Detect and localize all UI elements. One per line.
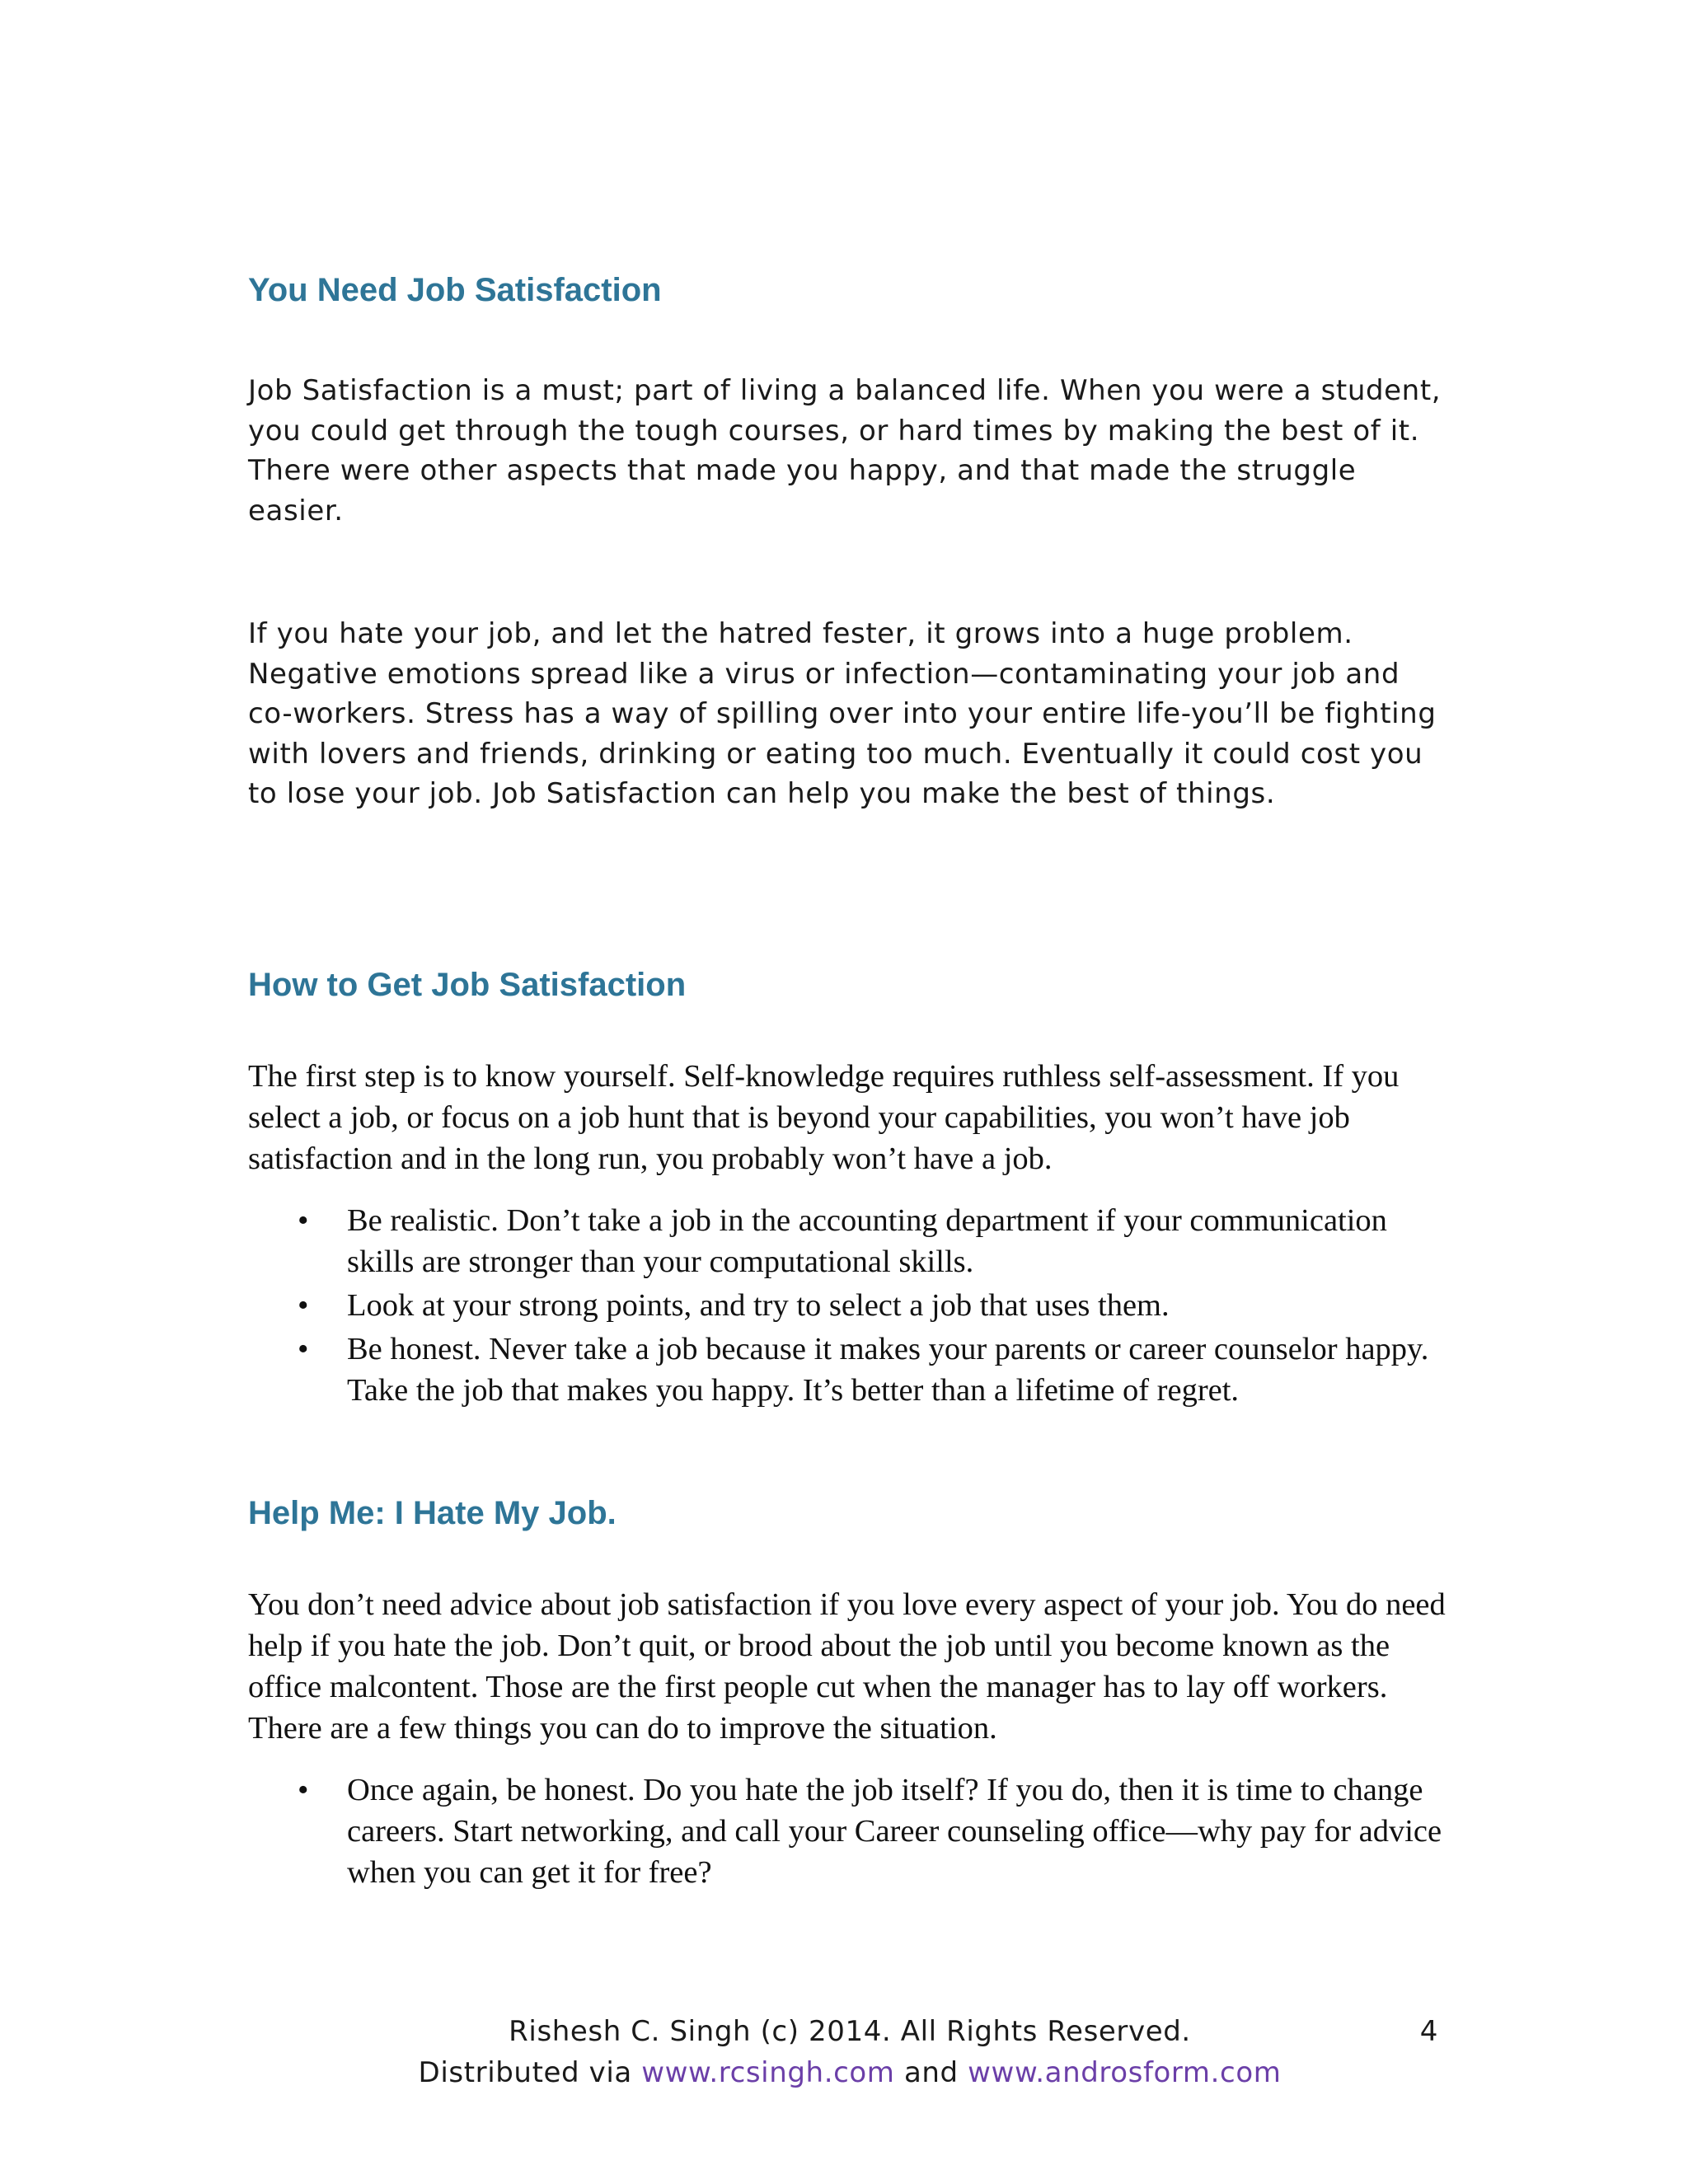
paragraph: You don’t need advice about job satisfaction if you love every aspect of your job. You do need help if you hate the job. Don’t quit, or brood about the job until you become known as the office malcontent. Those are the first people cut when the manager has to lay off workers. There are a few things you can do to improve the situation. [248, 1586, 1446, 1746]
bullet-icon: • [298, 1331, 309, 1366]
paragraph: Job Satisfaction is a must; part of living a balanced life. When you were a student, you could get through the tough courses, or hard times by making the best of it. There were other aspects that made you happy, and that made the struggle easier. [248, 374, 1442, 527]
bullet-icon: • [298, 1202, 309, 1238]
distribution-line [248, 2052, 1451, 2093]
list-item-text: Look at your strong points, and try to select a job that uses them. [347, 1287, 1170, 1323]
list-item [248, 1329, 1451, 1411]
section-heading-job-satisfaction: You Need Job Satisfaction [248, 272, 662, 308]
androsform-link[interactable]: www.androsform.com [968, 2056, 1282, 2089]
bullet-icon: • [298, 1772, 309, 1807]
distributed-prefix: Distributed via [418, 2056, 642, 2089]
and-text: and [894, 2056, 968, 2089]
list-item-text: Be realistic. Don’t take a job in the accounting department if your communication skills are stronger than your computational skills. [347, 1202, 1387, 1279]
list-item-text: Once again, be honest. Do you hate the job itself? If you do, then it is time to change careers. Start networking, and call your Career counseling office—why pay for advice when you can get it for free? [347, 1772, 1442, 1890]
list-item [248, 1285, 1451, 1326]
rcsingh-link[interactable]: www.rcsingh.com [641, 2056, 895, 2089]
section-heading-help-me: Help Me: I Hate My Job. [248, 1494, 617, 1531]
copyright-notice: Rishesh C. Singh (c) 2014. All Rights Reserved. [509, 2015, 1191, 2048]
list-item [248, 1769, 1451, 1893]
list-item-text: Be honest. Never take a job because it makes your parents or career counselor happy. Take the job that makes you happy. It’s better than a lifetime of regret. [347, 1331, 1429, 1408]
list-item [248, 1200, 1451, 1282]
bullet-list [248, 1200, 1451, 1411]
page-number: 4 [1419, 2015, 1438, 2048]
paragraph: The first step is to know yourself. Self-knowledge requires ruthless self-assessment. If you select a job, or focus on a job hunt that is beyond your capabilities, you won’t have job satisfaction and in the long run, you probably won’t have a job. [248, 1058, 1400, 1176]
page-content [248, 264, 1451, 1896]
bullet-icon: • [298, 1287, 309, 1323]
page-footer [248, 2011, 1451, 2089]
paragraph: If you hate your job, and let the hatred fester, it grows into a huge problem. Negative emotions spread like a virus or infection—contaminating your job and co-workers. Stress has a way of spilling over into your entire life-you’ll be fighting with lovers and friends, drinking or eating too much. Eventually it could cost you to lose your job. Job Satisfaction can help you make the best of things. [248, 617, 1437, 810]
section-heading-how-to-get: How to Get Job Satisfaction [248, 966, 687, 1003]
bullet-list [248, 1769, 1451, 1893]
